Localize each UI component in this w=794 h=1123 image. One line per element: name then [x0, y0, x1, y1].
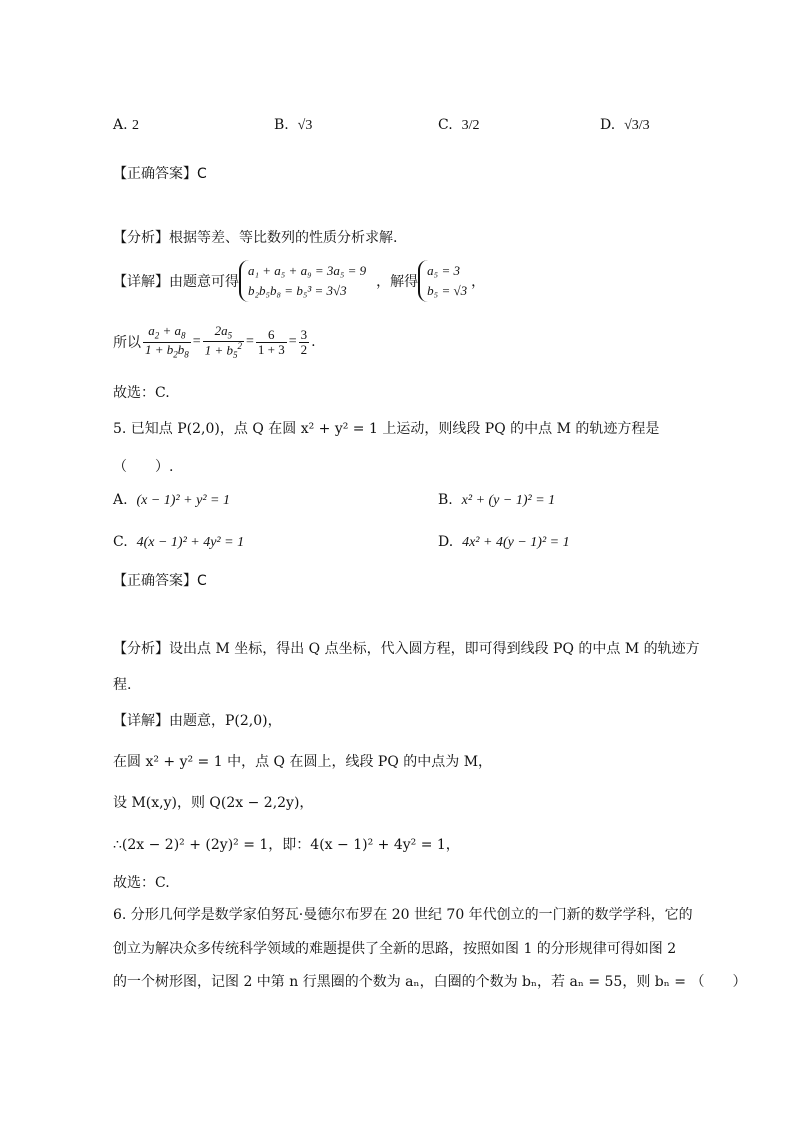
q6-line1: 6. 分形几何学是数学家伯努瓦·曼德尔布罗在 20 世纪 70 年代创立的一门新的数学学科，它的 — [113, 907, 693, 923]
q5-answer: 【正确答案】C — [113, 573, 207, 589]
q5-option-c: C. 4(x − 1)² + 4y² = 1 — [113, 534, 245, 550]
q5-option-a: A. (x − 1)² + y² = 1 — [113, 492, 230, 508]
q4-option-b: B. √3 — [274, 117, 313, 133]
q4-system-solved-line2: b₅ = √3 — [427, 283, 468, 298]
q5-option-d: D. 4x² + 4(y − 1)² = 1 — [438, 534, 570, 550]
q6-line2: 创立为解决众多传统科学领域的难题提供了全新的思路，按照如图 1 的分形规律可得如图 2 — [113, 941, 677, 957]
q5-analysis-line1: 【分析】设出点 M 坐标，得出 Q 点坐标，代入圆方程，即可得到线段 PQ 的中点 M 的轨迹方 — [113, 641, 700, 657]
q4-so-line: 所以 $\frac{a_2 + a_8}{1 + b_2b_8}$ = $\frac{2a_5}{1 + b_5^2}$ = $\frac{6}{1 + 3}$ = $\frac{3}{2}$ . — [113, 322, 316, 360]
q4-option-a: A. 2 — [113, 117, 140, 133]
q5-detail-line4: ∴(2x − 2)² + (2y)² = 1，即：4(x − 1)² + 4y² = 1， — [113, 837, 460, 853]
q4-detail-prefix: 【详解】由题意可得 — [113, 274, 239, 290]
q6-line3: 的一个树形图，记图 2 中第 n 行黑圈的个数为 aₙ，白圈的个数为 bₙ，若 aₙ = 55，则 bₙ = （ ） — [113, 974, 747, 990]
q4-detail — [113, 256, 485, 306]
q4-conclusion: 故选：C. — [113, 385, 170, 401]
q4-frac-4: $\frac{3}{2}$ — [300, 326, 308, 357]
q4-detail-tail: ， — [471, 274, 486, 290]
q4-detail-mid: ，解得 — [376, 274, 419, 290]
q5-conclusion: 故选：C. — [113, 875, 170, 891]
q4-system-given — [239, 260, 370, 302]
q5-option-b: B. x² + (y − 1)² = 1 — [438, 492, 556, 508]
q4-system-solved — [418, 260, 471, 302]
q5-detail-line3: 设 M(x,y)，则 Q(2x − 2,2y)， — [113, 795, 314, 811]
q4-frac-1: $\frac{a_2 + a_8}{1 + b_2b_8}$ — [145, 323, 189, 360]
q5-stem-line2: （ ）. — [113, 459, 174, 475]
q5-analysis-line2: 程. — [113, 677, 132, 693]
q4-option-d: D. √3/3 — [600, 117, 650, 133]
q4-option-c: C. 3/2 — [438, 117, 480, 133]
q4-system-given-line1: a₁ + a₅ + a₉ = 3a₅ = 9 — [248, 263, 367, 278]
q4-answer: 【正确答案】C — [113, 166, 207, 182]
q5-detail-line2: 在圆 x² + y² = 1 中，点 Q 在圆上，线段 PQ 的中点为 M， — [113, 754, 493, 770]
q4-system-solved-line1: a₅ = 3 — [427, 263, 460, 278]
q4-analysis: 【分析】根据等差、等比数列的性质分析求解. — [113, 230, 398, 246]
q4-frac-3: $\frac{6}{1 + 3}$ — [257, 326, 285, 357]
q5-detail-line1: 【详解】由题意，P(2,0)， — [113, 713, 282, 729]
q4-system-given-line2: b₂b₅b₈ = b₅³ = 3√3 — [248, 283, 347, 298]
q5-stem-line1: 5. 已知点 P(2,0)，点 Q 在圆 x² + y² = 1 上运动，则线段 PQ 的中点 M 的轨迹方程是 — [113, 421, 660, 437]
q4-frac-2: $\frac{2a_5}{1 + b_5^2}$ — [204, 322, 242, 360]
q4-so-prefix: 所以 — [113, 335, 141, 351]
